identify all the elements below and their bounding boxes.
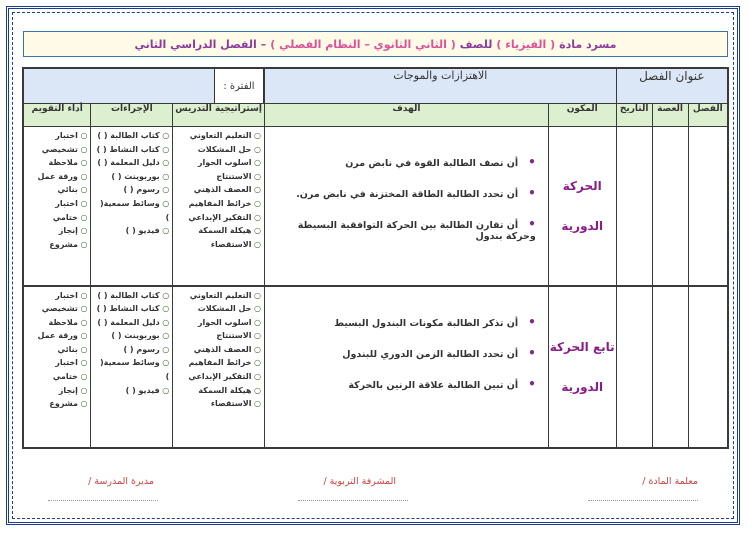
- strategy-item: ○ التعليم التعاوني: [176, 129, 261, 143]
- period-cell: [23, 68, 264, 104]
- assessment-item: ○ اختبار: [27, 289, 87, 303]
- strategy-item: ○ التفكير الإبداعي: [176, 211, 261, 225]
- table-row: [23, 127, 728, 286]
- assessment-item: ○ إنجاز: [27, 224, 87, 238]
- procedure-item: ○ دليل المعلمة ( ): [94, 156, 169, 170]
- strategy-cell: [173, 127, 265, 286]
- lesson-plan-table: [22, 67, 729, 449]
- date-cell: [616, 286, 652, 448]
- strategy-item: ○ التفكير الإبداعي: [176, 370, 261, 384]
- header-prefix: مسرد مادة: [559, 37, 617, 51]
- strategy-item: ○ اسلوب الحوار: [176, 316, 261, 330]
- procedure-item: ○ وسائط سمعية( ): [94, 356, 169, 383]
- strategy-item: ○ الاستنتاج: [176, 170, 261, 184]
- goal-item: • أن تصف الطالبة القوة في نابض مرن: [265, 155, 536, 169]
- assessment-item: ○ اختبار: [27, 356, 87, 370]
- strategy-item: ○ اسلوب الحوار: [176, 156, 261, 170]
- assessment-item: ○ بنائي: [27, 343, 87, 357]
- procedures-cell: [91, 127, 173, 286]
- strategy-item: ○ هيكلة السمكة: [176, 224, 261, 238]
- supervisor-signature-label: المشرفة التربوية /: [323, 476, 396, 487]
- table-row: [23, 286, 728, 448]
- strategy-item: ○ حل المشكلات: [176, 302, 261, 316]
- strategy-item: ○ خرائط المفاهيم: [176, 356, 261, 370]
- procedure-item: ○ رسوم ( ): [94, 343, 169, 357]
- strategy-item: ○ الاستقصاء: [176, 397, 261, 411]
- header-term: الفصل الدراسي الثاني: [134, 37, 257, 51]
- chapter-label-cell: [616, 68, 728, 104]
- assessment-item: ○ إنجاز: [27, 384, 87, 398]
- goal-item: • أن تحدد الطالبة الزمن الدوري للبندول: [265, 346, 536, 360]
- strategy-item: ○ العصف الذهني: [176, 343, 261, 357]
- procedure-item: ○ بوربوينت ( ): [94, 170, 169, 184]
- col-chapter: الفصل: [688, 104, 728, 127]
- goals-cell: [264, 127, 548, 286]
- assessment-item: ○ مشروع: [27, 397, 87, 411]
- component-line2: الدورية: [561, 379, 604, 394]
- assessment-item: ○ اختبار: [27, 129, 87, 143]
- date-cell: [616, 127, 652, 286]
- principal-signature-line: [48, 500, 158, 501]
- procedure-item: ○ فيديو ( ): [94, 224, 169, 238]
- teacher-signature-line: [588, 500, 698, 501]
- assessment-item: ○ ملاحظة: [27, 156, 87, 170]
- col-class: العصة: [652, 104, 688, 127]
- strategy-item: ○ العصف الذهني: [176, 183, 261, 197]
- procedure-item: ○ كتاب الطالبة ( ): [94, 289, 169, 303]
- chapter-value-cell: [264, 68, 616, 104]
- goal-item: • أن تذكر الطالبة مكونات البندول البسيط: [265, 315, 536, 329]
- procedure-item: ○ رسوم ( ): [94, 183, 169, 197]
- procedure-item: ○ بوربوينت ( ): [94, 329, 169, 343]
- assessment-cell: [23, 286, 91, 448]
- class-cell: [652, 127, 688, 286]
- goals-cell: [264, 286, 548, 448]
- assessment-item: ○ اختبار: [27, 197, 87, 211]
- chapter-label: عنوان الفصل: [639, 69, 705, 83]
- assessment-item: ○ ختامي: [27, 370, 87, 384]
- assessment-item: ○ ختامي: [27, 211, 87, 225]
- procedures-cell: [91, 286, 173, 448]
- header-dash: –: [260, 37, 267, 51]
- col-component: المكون: [548, 104, 616, 127]
- assessment-item: ○ تشخيصي: [27, 302, 87, 316]
- assessment-item: ○ ورقة عمل: [27, 329, 87, 343]
- assessment-item: ○ ورقة عمل: [27, 170, 87, 184]
- component-cell: [548, 127, 616, 286]
- assessment-item: ○ تشخيصي: [27, 143, 87, 157]
- class-cell: [652, 286, 688, 448]
- strategy-cell: [173, 286, 265, 448]
- component-line1: تابع الحركة: [549, 339, 615, 354]
- procedure-item: ○ وسائط سمعية( ): [94, 197, 169, 224]
- col-assessment: أداء التقويم: [23, 104, 91, 127]
- strategy-item: ○ هيكلة السمكة: [176, 384, 261, 398]
- supervisor-signature-line: [298, 500, 408, 501]
- procedure-item: ○ كتاب النشاط ( ): [94, 302, 169, 316]
- col-strategy: إستراتيجية التدريس: [173, 104, 265, 127]
- procedure-item: ○ كتاب النشاط ( ): [94, 143, 169, 157]
- strategy-item: ○ خرائط المفاهيم: [176, 197, 261, 211]
- plan-header: [23, 31, 728, 57]
- goal-item: • أن تقارن الطالبة بين الحركة التوافقية البسيطة وحركة بندول: [265, 217, 536, 242]
- col-goal: الهدف: [264, 104, 548, 127]
- component-line2: الدورية: [561, 218, 604, 233]
- assessment-cell: [23, 127, 91, 286]
- chapter-cell: [688, 286, 728, 448]
- assessment-item: ○ بنائي: [27, 183, 87, 197]
- component-line1: الحركة: [562, 178, 602, 193]
- goal-item: • أن تحدد الطالبة الطاقة المختزنة في نابض مرن.: [265, 186, 536, 200]
- goal-item: • أن تبين الطالبة علاقة الرنين بالحركة: [265, 377, 536, 391]
- header-for-class: للصف: [459, 37, 493, 51]
- principal-signature-label: مديرة المدرسة /: [88, 476, 154, 487]
- component-cell: [548, 286, 616, 448]
- header-grade: ( الثاني الثانوي – النظام الفصلي ): [270, 37, 456, 51]
- procedure-item: ○ كتاب الطالبة ( ): [94, 129, 169, 143]
- chapter-value: الاهتزازات والموجات: [393, 69, 488, 82]
- strategy-item: ○ الاستنتاج: [176, 329, 261, 343]
- col-date: التاريخ: [616, 104, 652, 127]
- col-procedures: الإجراءات: [91, 104, 173, 127]
- procedure-item: ○ دليل المعلمة ( ): [94, 316, 169, 330]
- assessment-item: ○ مشروع: [27, 238, 87, 252]
- header-subject: ( الفيزياء ): [496, 37, 556, 51]
- chapter-cell: [688, 127, 728, 286]
- strategy-item: ○ التعليم التعاوني: [176, 289, 261, 303]
- strategy-item: ○ الاستقصاء: [176, 238, 261, 252]
- period-label: الفترة :: [214, 69, 264, 103]
- teacher-signature-label: معلمة المادة /: [642, 476, 698, 487]
- assessment-item: ○ ملاحظة: [27, 316, 87, 330]
- procedure-item: ○ فيديو ( ): [94, 384, 169, 398]
- strategy-item: ○ حل المشكلات: [176, 143, 261, 157]
